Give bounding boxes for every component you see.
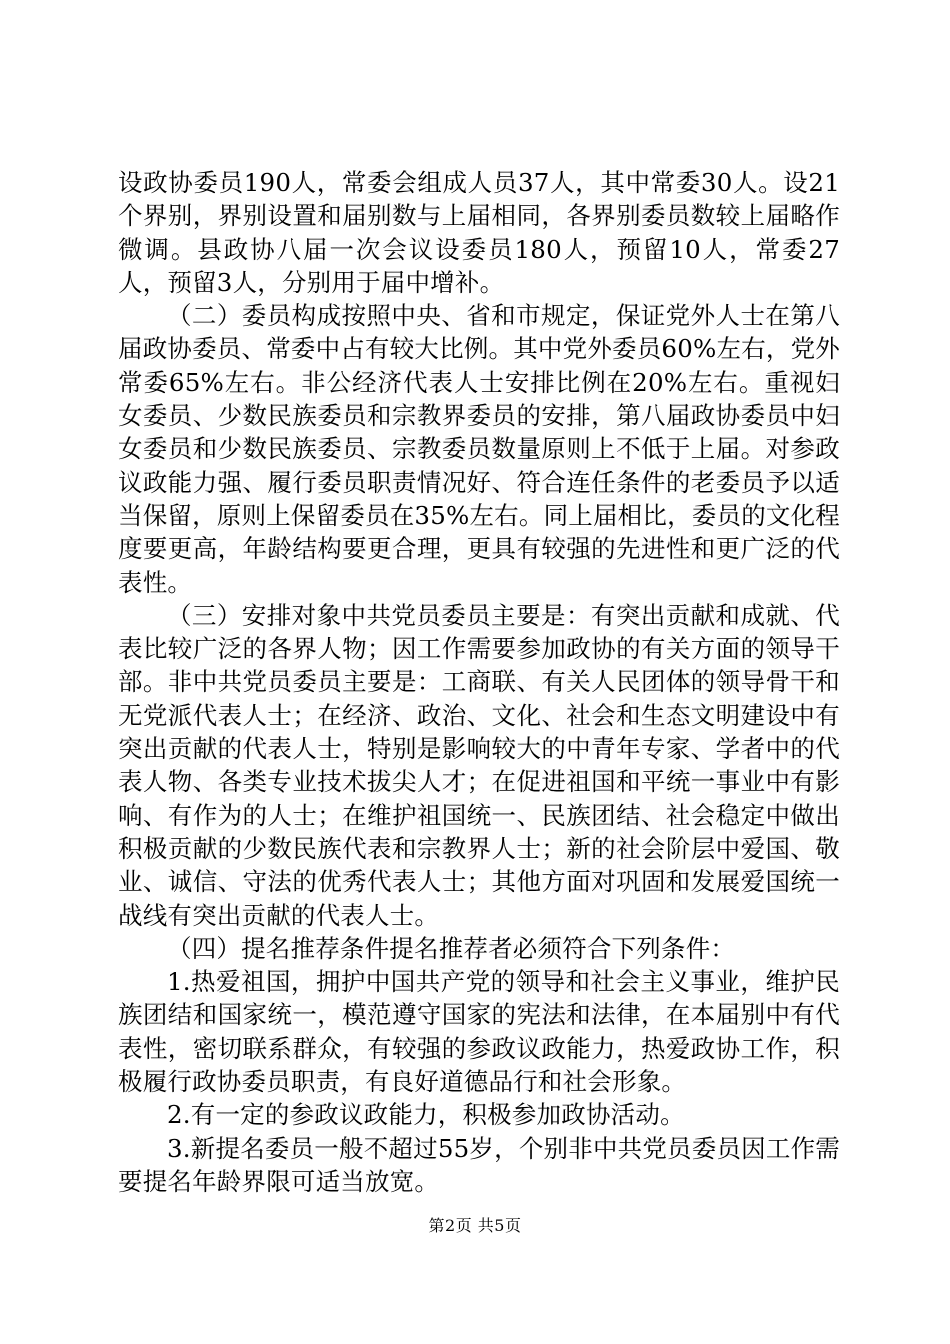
paragraph-condition-3: 3.新提名委员一般不超过55岁，个别非中共党员委员因工作需要提名年龄界限可适当放宽。 <box>118 1133 840 1196</box>
paragraph-nomination-conditions: （四）提名推荐条件提名推荐者必须符合下列条件： <box>167 933 736 963</box>
page-number-label: 第2页 共5页 <box>428 1216 522 1235</box>
paragraph-arrangement-targets: （三）安排对象中共党员委员主要是：有突出贡献和成就、代表比较广泛的各界人物；因工作需要参加政协的有关方面的领导干部。非中共党员委员主要是：工商联、有关人民团体的领导骨干和无党派代表人士；在经济、政治、文化、社会和生态文明建设中有突出贡献的代表人士，特别是影响较大的中青年专家、学者中的代表人物、各类专业技术拔尖人才；在促进祖国和平统一事业中有影响、有作为的人士；在维护祖国统一、民族团结、社会稳定中做出积极贡献的少数民族代表和宗教界人士；新的社会阶层中爱国、敬业、诚信、守法的优秀代表人士；其他方面对巩固和发展爱国统一战线有突出贡献的代表人士。 <box>118 600 840 930</box>
paragraph-condition-2: 2.有一定的参政议政能力，积极参加政协活动。 <box>167 1100 685 1130</box>
paragraph-committee-numbers: 设政协委员190人，常委会组成人员37人，其中常委30人。设21个界别，界别设置和届别数与上届相同，各界别委员数较上届略作微调。县政协八届一次会议设委员180人，预留10人，常委27人，预留3人，分别用于届中增补。 <box>118 168 840 297</box>
document-body <box>118 166 840 1198</box>
page-footer <box>0 1216 950 1236</box>
paragraph-member-composition: （二）委员构成按照中央、省和市规定，保证党外人士在第八届政协委员、常委中占有较大比例。其中党外委员60%左右，党外常委65%左右。非公经济代表人士安排比例在20%左右。重视妇女委员、少数民族委员和宗教界委员的安排，第八届政协委员中妇女委员和少数民族委员、宗教委员数量原则上不低于上届。对参政议政能力强、履行委员职责情况好、符合连任条件的老委员予以适当保留，原则上保留委员在35%左右。同上届相比，委员的文化程度要更高，年龄结构要更合理，更具有较强的先进性和更广泛的代表性。 <box>118 301 840 597</box>
paragraph-condition-1: 1.热爱祖国，拥护中国共产党的领导和社会主义事业，维护民族团结和国家统一，模范遵守国家的宪法和法律，在本届别中有代表性，密切联系群众，有较强的参政议政能力，热爱政协工作，积极履行政协委员职责，有良好道德品行和社会形象。 <box>118 967 840 1097</box>
